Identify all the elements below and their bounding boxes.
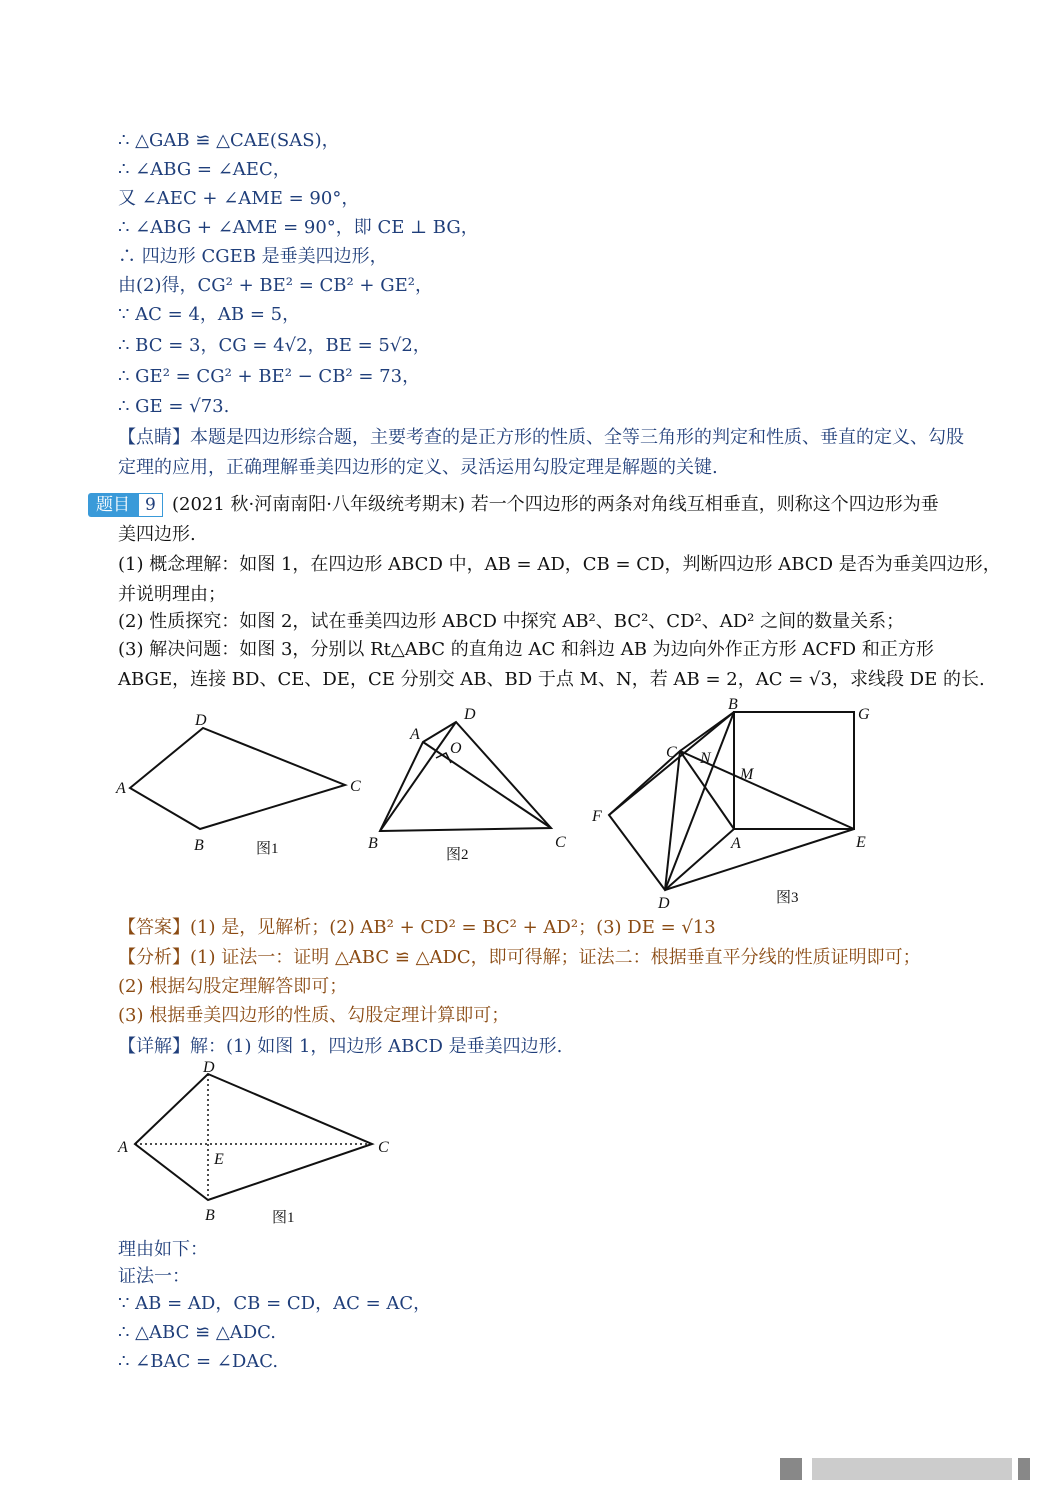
analysis-line: 【分析】(1) 证法一：证明 △ABC ≌ △ADC，即可得解；证法二：根据垂直平分线的性质证明即可；	[118, 947, 921, 968]
scan-mark	[780, 1458, 802, 1480]
proof-line: ∴ BC = 3，CG = 4√2，BE = 5√2，	[118, 335, 431, 356]
figure-2	[380, 722, 551, 831]
proof-line: 又 ∠AEC + ∠AME = 90°，	[118, 188, 360, 209]
proof-line: ∴ ∠ABG + ∠AME = 90°，即 CE ⊥ BG，	[118, 217, 479, 238]
fig3-label-m: M	[740, 766, 754, 783]
problem-line: 并说明理由；	[118, 584, 226, 605]
problem-line: ABGE，连接 BD、CE、DE，CE 分别交 AB、BD 于点 M、N，若 AB = 2，AC = √3，求线段 DE 的长.	[118, 669, 985, 690]
fig3-label-c: C	[666, 744, 677, 761]
note-line: 定理的应用，正确理解垂美四边形的定义、灵活运用勾股定理是解题的关键.	[118, 457, 718, 478]
proof-line: ∴ GE = √73.	[118, 396, 230, 417]
fig4-caption: 图1	[272, 1210, 295, 1226]
problem-line: 美四边形.	[118, 524, 196, 545]
proof-line: ∴ ∠ABG = ∠AEC，	[118, 159, 291, 180]
figure-1-solution	[0, 1060, 500, 1235]
fig2-label-a: A	[410, 726, 420, 743]
proof-line: ∴ GE² = CG² + BE² − CB² = 73，	[118, 366, 421, 387]
problem-tag-number: 9	[138, 493, 163, 517]
fig3-label-d: D	[658, 895, 670, 912]
fig1-caption: 图1	[256, 841, 279, 857]
fig3-label-b: B	[728, 696, 738, 713]
problem-line: (2) 性质探究：如图 2，试在垂美四边形 ABCD 中探究 AB²、BC²、CD²、AD² 之间的数量关系；	[118, 611, 905, 632]
fig4-label-e: E	[214, 1151, 224, 1168]
figure-3	[609, 712, 854, 890]
figure-1	[130, 728, 345, 829]
fig4-label-a: A	[118, 1139, 128, 1156]
fig1-label-a: A	[116, 780, 126, 797]
scan-mark	[812, 1458, 1012, 1480]
detail-line: 【详解】解：(1) 如图 1，四边形 ABCD 是垂美四边形.	[118, 1036, 563, 1057]
fig3-caption: 图3	[776, 890, 799, 906]
problem-tag-label: 题目	[88, 493, 138, 517]
fig2-label-c: C	[555, 834, 566, 851]
proof-line: ∴ △ABC ≌ △ADC.	[118, 1322, 277, 1343]
fig3-label-e: E	[856, 834, 866, 851]
fig2-label-o: O	[450, 740, 462, 757]
fig3-label-g: G	[858, 706, 870, 723]
proof-line: ∴ ∠BAC = ∠DAC.	[118, 1351, 279, 1372]
fig2-caption: 图2	[446, 847, 469, 863]
scan-mark	[1018, 1458, 1030, 1480]
fig1-label-d: D	[195, 712, 207, 729]
answer-line: 【答案】(1) 是，见解析；(2) AB² + CD² = BC² + AD²；(3) DE = √13	[118, 917, 716, 938]
problem-line: (1) 概念理解：如图 1，在四边形 ABCD 中，AB = AD，CB = CD，判断四边形 ABCD 是否为垂美四边形，	[118, 554, 1001, 575]
fig4-label-b: B	[205, 1207, 215, 1224]
proof-line: ∵ AC = 4，AB = 5，	[118, 304, 301, 325]
proof-line: 理由如下：	[118, 1239, 208, 1260]
problem-line: (3) 解决问题：如图 3，分别以 Rt△ABC 的直角边 AC 和斜边 AB 为边向外作正方形 ACFD 和正方形	[118, 639, 934, 660]
analysis-line: (2) 根据勾股定理解答即可；	[118, 976, 348, 997]
problem-tag	[88, 492, 163, 518]
proof-line: ∴ △GAB ≌ △CAE(SAS)，	[118, 130, 340, 151]
fig3-label-a: A	[731, 835, 741, 852]
proof-line: 由(2)得，CG² + BE² = CB² + GE²，	[118, 275, 433, 296]
fig2-label-b: B	[368, 835, 378, 852]
proof-line: 证法一：	[118, 1266, 190, 1287]
fig1-label-c: C	[350, 778, 361, 795]
note-line: 【点睛】本题是四边形综合题，主要考查的是正方形的性质、全等三角形的判定和性质、垂直的定义、勾股	[118, 427, 964, 448]
analysis-line: (3) 根据垂美四边形的性质、勾股定理计算即可；	[118, 1005, 510, 1026]
fig2-label-d: D	[464, 706, 476, 723]
fig4-label-d: D	[203, 1060, 215, 1076]
proof-line: ∴ 四边形 CGEB 是垂美四边形，	[118, 246, 388, 267]
fig3-label-n: N	[700, 750, 711, 767]
problem-line: (2021 秋·河南南阳·八年级统考期末) 若一个四边形的两条对角线互相垂直，则称这个四边形为垂	[172, 494, 939, 515]
fig4-label-c: C	[378, 1139, 389, 1156]
fig1-label-b: B	[194, 837, 204, 854]
fig3-label-f: F	[592, 808, 602, 825]
figure-group	[0, 695, 1060, 920]
proof-line: ∵ AB = AD，CB = CD，AC = AC，	[118, 1293, 432, 1314]
